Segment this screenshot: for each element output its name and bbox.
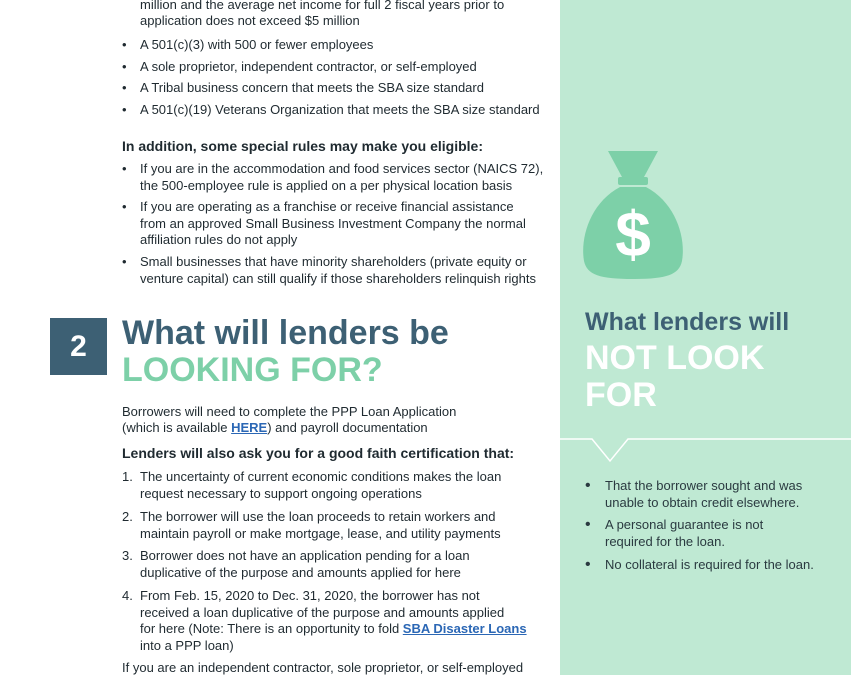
- certification-item: 4. From Feb. 15, 2020 to Dec. 31, 2020, the borrower has not received a loan duplicative of the purpose and amounts applied for here (Note: There is an opportunity to fold SBA Disaster Loans into a PPP loan): [122, 588, 527, 653]
- intro-text-line: (which is available HERE) and payroll documentation: [122, 420, 428, 435]
- bottom-text-line: If you are an independent contractor, sole proprietor, or self-employed: [122, 660, 524, 675]
- eligibility-text-line: million and the average net income for full 2 fiscal years prior to: [140, 0, 505, 12]
- eligibility-bullet: • A sole proprietor, independent contractor, or self-employed: [122, 59, 477, 74]
- section-number-badge: 2: [50, 318, 107, 375]
- sidebar-title: What lenders will: [585, 308, 790, 336]
- sidebar-title-emphasis: NOT LOOK FOR: [585, 339, 765, 414]
- eligibility-text-line: application does not exceed $5 million: [140, 13, 360, 28]
- section-title: What will lenders be: [122, 314, 449, 352]
- section-title-accent: LOOKING FOR?: [122, 351, 383, 389]
- special-rule-bullet: • If you are in the accommodation and food services sector (NAICS 72), the 500-employee rule is applied on a per physical location basis: [122, 161, 544, 193]
- special-rule-bullet: • If you are operating as a franchise or receive financial assistance from an approved Small Business Investment Company the normal affiliation rules do not apply: [122, 199, 526, 247]
- sidebar-bullet: • No collateral is required for the loan.: [585, 556, 814, 573]
- certification-item: 1. The uncertainty of current economic conditions makes the loan request necessary to support ongoing operations: [122, 469, 502, 501]
- intro-text-line: Borrowers will need to complete the PPP Loan Application: [122, 404, 457, 419]
- sidebar-bullet: • A personal guarantee is not required for the loan.: [585, 516, 764, 549]
- eligibility-bullet: • A 501(c)(19) Veterans Organization that meets the SBA size standard: [122, 102, 540, 117]
- svg-text:$: $: [615, 198, 651, 270]
- sidebar-divider: [560, 437, 851, 467]
- certification-heading: Lenders will also ask you for a good faith certification that:: [122, 445, 515, 461]
- eligibility-bullet: • A Tribal business concern that meets the SBA size standard: [122, 80, 484, 95]
- eligibility-bullet: • A 501(c)(3) with 500 or fewer employees: [122, 37, 374, 52]
- sidebar-bullet: • That the borrower sought and was unable to obtain credit elsewhere.: [585, 477, 803, 510]
- certification-item: 2. The borrower will use the loan proceeds to retain workers and maintain payroll or make mortgage, lease, and utility payments: [122, 509, 501, 541]
- special-rules-heading: In addition, some special rules may make you eligible:: [122, 138, 484, 154]
- sidebar-panel: [560, 0, 851, 675]
- sba-disaster-loans-link[interactable]: SBA Disaster Loans: [402, 621, 527, 636]
- special-rule-bullet: • Small businesses that have minority shareholders (private equity or venture capital) can still qualify if those shareholders relinquish rights: [122, 254, 536, 286]
- money-bag-icon: [578, 143, 688, 283]
- application-here-link[interactable]: HERE: [231, 420, 268, 435]
- certification-item: 3. Borrower does not have an application pending for a loan duplicative of the purpose and amounts applied for here: [122, 548, 470, 580]
